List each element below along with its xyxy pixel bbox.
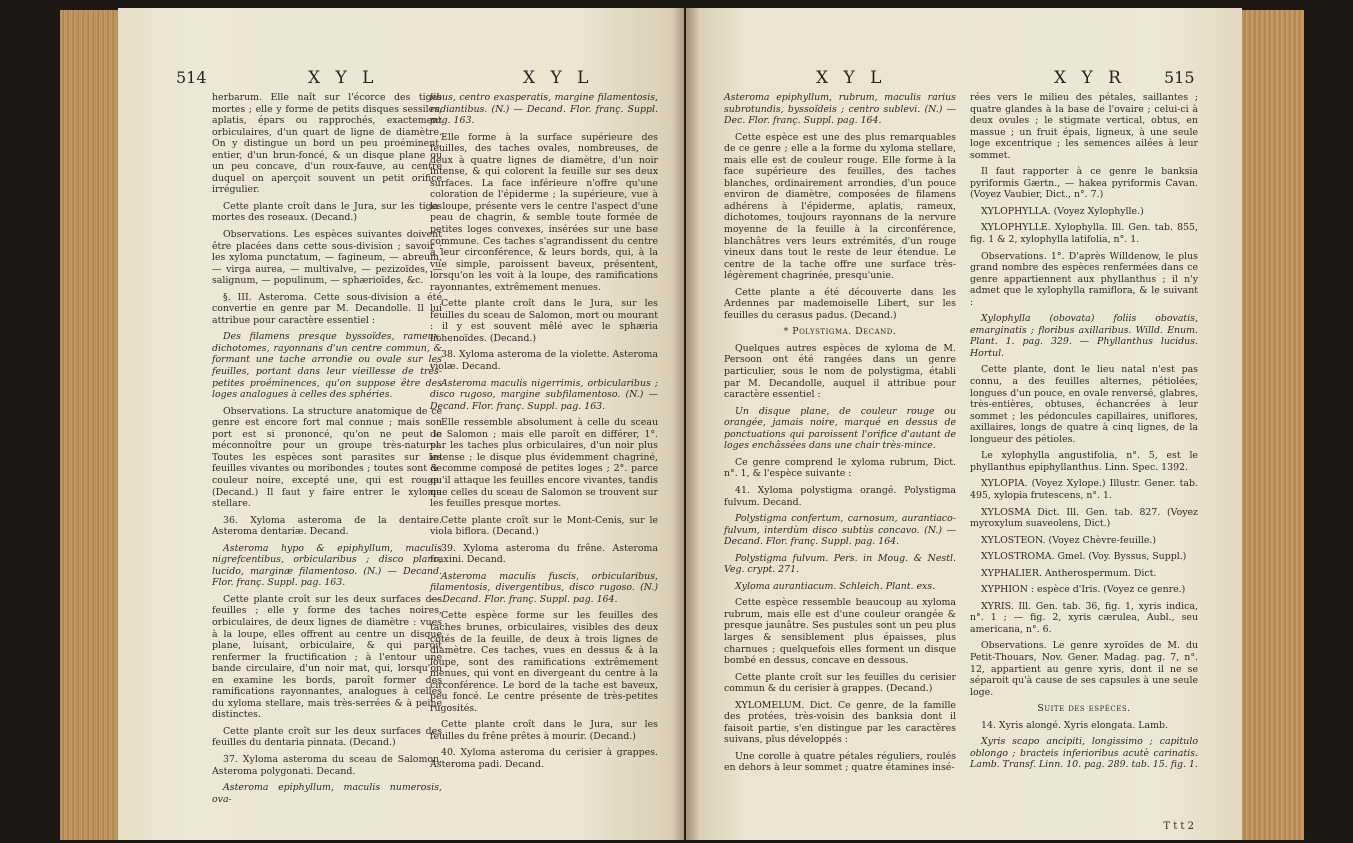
paragraph: Polystigma fulvum. Pers. in Moug. & Nestl. Veg. crypt. 271. (724, 552, 956, 576)
left-column-2 (430, 92, 658, 776)
paragraph: Elle ressemble absolument à celle du sceau de Salomon ; mais elle paroît en différer, 1°. par les taches plus orbiculaires, d'un noir plus intense ; le disque plus évidemment chagriné, & comme composé de petites loges ; 2°. parce qu'il attaque les feuilles encore vivantes, tandis que celles du sceau de Salomon se trouvent sur les feuilles presque mortes. (430, 417, 658, 510)
paragraph: Asteroma maculis nigerrimis, orbicularibus ; disco rugoso, margine subfilamentoso. (N.) — Decand. Flor. franç. Suppl. pag. 163. (430, 377, 658, 412)
paragraph: Une corolle à quatre pétales réguliers, roulés en dehors à leur sommet ; quatre étamines insé- (724, 750, 956, 774)
entry-heading: 39. Xyloma asteroma du frêne. Asteroma fraxini. Decand. (430, 542, 658, 566)
paragraph: Des filamens presque byssoïdes, rameux, dichotomes, rayonnans d'un centre commun, & formant une tache arrondie ou ovale sur les feuilles, portant dans leur vieillesse de très-petites proéminences, qu'on suppose être des loges analogues à celles des sphéries. (212, 331, 442, 401)
left-page-edges (60, 10, 122, 840)
entry-heading: 37. Xyloma asteroma du sceau de Salomon. Asteroma polygonati. Decand. (212, 753, 442, 777)
entry-heading: 40. Xyloma asteroma du cerisier à grappes. Asteroma padi. Decand. (430, 747, 658, 770)
paragraph: Cette espèce ressemble beaucoup au xyloma rubrum, mais elle est d'une couleur orangée & presque jaunâtre. Ses pustules sont un peu plus larges & sensiblement plus épaisses, plus charnues ; quelquefois elles forment un disque bombé en dessus, concave en dessous. (724, 597, 956, 667)
paragraph: Le xylophylla angustifolia, n°. 5, est le phyllanthus epiphyllanthus. Linn. Spec. 1392. (970, 450, 1198, 473)
paragraph: libus, centro exasperatis, margine filamentosis, radiantibus. (N.) — Decand. Flor. franç. Suppl. pag. 163. (430, 92, 658, 127)
left-page-number: 514 (176, 68, 207, 87)
right-running-head-b: X Y R (1054, 68, 1126, 88)
entry-heading: XYLOPIA. (Voyez Xylope.) Illustr. Gener. tab. 495, xylopia frutescens, n°. 1. (970, 478, 1198, 501)
paragraph: Xylophylla (obovata) foliis obovatis, emarginatis ; floribus axillaribus. Willd. Enum. Plant. 1. pag. 329. — Phyllanthus lucidus. Hortul. (970, 313, 1198, 359)
paragraph: Cette espèce forme sur les feuilles des taches brunes, orbiculaires, visibles des deux côtés de la feuille, de deux à trois lignes de diamètre. Ces taches, vues en dessus & à la loupe, sont des ramifications extrêmement menues, qui vont en divergeant du centre à la circonférence. Le bord de la tache est baveux, peu foncé. Le centre présente de très-petites rugosités. (430, 610, 658, 714)
section-heading: * Polystigma. Decand. (783, 326, 897, 338)
left-column-1 (212, 92, 442, 810)
entry-heading: 38. Xyloma asteroma de la violette. Asteroma violæ. Decand. (430, 349, 658, 373)
paragraph: rées vers le milieu des pétales, saillantes ; quatre glandes à la base de l'ovaire ; celui-ci à deux ovules ; le stigmate vertical, obtus, en massue ; un fruit épais, ligneux, à une seule loge excentrique ; les semences ailées à leur sommet. (970, 92, 1198, 161)
paragraph: Cette espèce est une des plus remarquables de ce genre ; elle a la forme du xyloma stellare, mais elle est de couleur rouge. Elle forme à la face supérieure des feuilles, des taches blanches, ordinairement arrondies, d'un pouce environ de diamètre, composées de filamens adhérens à l'épiderme, aplatis, rameux, dichotomes, toujours rayonnans de la nervure moyenne de la feuille à la circonférence, blanchâtres vers leurs extrémités, d'un rouge vineux dans tout le reste de leur étendue. Le centre de la tache offre une surface très-légèrement chagrinée, presqu'unie. (724, 131, 956, 282)
left-running-head-a: X Y L (308, 68, 379, 88)
paragraph: Observations. Les espèces suivantes doivent être placées dans cette sous-division ; savoir : les xyloma punctatum, — fagineum, — abreum, — virga aurea, — multivalve, — pezizoïdes, — salignum, — populinum, — sphærioïdes, &c. (212, 229, 442, 287)
paragraph: Ce genre comprend le xyloma rubrum, Dict. n°. 1, & l'espèce suivante : (724, 456, 956, 480)
entry-heading: XYPHION : espèce d'Iris. (Voyez ce genre.) (981, 584, 1186, 596)
paragraph: Cette plante croît dans le Jura, sur les tiges mortes des roseaux. (Decand.) (212, 200, 442, 224)
paragraph: Asteroma epiphyllum, rubrum, maculis rarius subrotundis, byssoïdeis ; centro sublevi. (N.) — Dec. Flor. franç. Suppl. pag. 164. (724, 92, 956, 127)
right-column-2 (970, 92, 1198, 776)
right-running-head-a: X Y L (816, 68, 887, 88)
paragraph: Xyris scapo ancipiti, longissimo ; capitulo oblongo ; bracteis inferioribus acutè carinatis. Lamb. Transf. Linn. 10. pag. 289. tab. 15. fig. 1. (970, 736, 1198, 771)
paragraph: Asteroma hypo & epiphyllum, maculis nigrefcentibus, orbicularibus ; disco plano, lucido, marginæ filamentoso. (N.) — Decand. Flor. franç. Suppl. pag. 163. (212, 542, 442, 589)
entry-heading: XYLOSTEON. (Voyez Chèvre-feuille.) (981, 534, 1157, 546)
entry-heading: 36. Xyloma asteroma de la dentaire. Asteroma dentariæ. Decand. (212, 514, 442, 538)
paragraph: Cette plante croît sur les deux surfaces des feuilles ; elle y forme des taches noires, orbiculaires, de deux lignes de diamètre : vues à la loupe, elles offrent au centre un disque plane, luisant, orbiculaire, & qui paroît renfermer la fructification ; à l'entour une bande circulaire, d'un noir mat, qui, lorsqu'on en examine les bords, paroît former des ramifications rayonnantes, analogues à celles du xyloma stellare, mais très-serrées & à peine distinctes. (212, 593, 442, 721)
entry-heading: XYLOSTROMA. Gmel. (Voy. Byssus, Suppl.) (981, 551, 1187, 563)
paragraph: Cette plante a été découverte dans les Ardennes par mademoiselle Libert, sur les feuilles du cerasus padus. (Decand.) (724, 286, 956, 321)
paragraph: Quelques autres espèces de xyloma de M. Persoon ont été rangées dans un genre particulier, sous le nom de polystigma, établi par M. Decandolle, auquel il attribue pour caractère essentiel : (724, 342, 956, 401)
entry-heading: XYLOPHYLLE. Xylophylla. Ill. Gen. tab. 855, fig. 1 & 2, xylophylla latifolia, n°. 1. (970, 222, 1198, 246)
paragraph: Polystigma confertum, carnosum, aurantiaco-fulvum, interdùm disco subtùs concavo. (N.) — Decand. Flor. franç. Suppl. pag. 164. (724, 513, 956, 548)
entry-heading: 41. Xyloma polystigma orangé. Polystigma fulvum. Decand. (724, 484, 956, 508)
paragraph: Asteroma maculis fuscis, orbicularibus, filamentosis, divergentibus, disco rugoso. (N.) — Decand. Flor. franç. Suppl. pag. 164. (430, 570, 658, 605)
signature-mark: T t t 2 (1163, 821, 1194, 832)
paragraph: Cette plante croît dans le Jura, sur les feuilles du sceau de Salomon, mort ou mourant : il y est souvent mêlé avec le sphæria lichenoïdes. (Decand.) (430, 298, 658, 344)
book-gutter (672, 8, 700, 840)
paragraph: Observations. La structure anatomique de ce genre est encore fort mal connue ; mais son port est si prononcé, qu'on ne peut le méconnoître pour un groupe très-naturel. Toutes les espèces sont parasites sur les feuilles vivantes ou moribondes ; toutes sont de couleur noire, excepté une, qui est rouge. (Decand.) Il faut y faire entrer le xyloma stellare. (212, 405, 442, 510)
entry-heading: XYLOPHYLLA. (Voyez Xylophylle.) (981, 205, 1144, 217)
paragraph: Elle forme à la surface supérieure des feuilles, des taches ovales, nombreuses, de deux à quatre lignes de diamètre, d'un noir intense, & qui colorent la feuille sur ses deux surfaces. La face inférieure n'offre qu'une coloration de l'épiderme ; la supérieure, vue à la loupe, présente vers le centre l'aspect d'une peau de chagrin, & semble toute formée de petites loges convexes, insérées sur une base commune. Ces taches s'agrandissent du centre à leur circonférence, & leurs bords, qui, à la vue simple, paroissent baveux, présentent, lorsqu'on les voit à la loupe, des ramifications rayonnantes, extrêmement menues. (430, 131, 658, 293)
paragraph: Observations. 1°. D'après Willdenow, le plus grand nombre des espèces renfermées dans ce genre appartiennent aux phyllanthus ; il n'y admet que le xylophylla ramiflora, & le suivant : (970, 250, 1198, 308)
right-column-1 (724, 92, 956, 779)
section-heading: Suite des espèces. (1037, 703, 1131, 715)
entry-heading: XYRIS. Ill. Gen. tab. 36, fig. 1, xyris indica, n°. 1 ; — fig. 2, xyris cærulea, Aubl., seu americana, n°. 6. (970, 600, 1198, 635)
paragraph: Cette plante croît sur les deux surfaces des feuilles du dentaria pinnata. (Decand.) (212, 725, 442, 749)
right-running-header (686, 68, 1242, 92)
left-running-head-b: X Y L (523, 68, 594, 88)
entry-heading: XYLOSMA Dict. Ill. Gen. tab. 827. (Voyez myroxylum suaveolens, Dict.) (970, 506, 1198, 530)
entry-heading: XYLOMELUM. Dict. Ce genre, de la famille des protées, très-voisin des banksia dont il faisoit partie, s'en distingue par les caractères suivans, plus développés : (724, 699, 956, 746)
right-page-number: 515 (1164, 68, 1195, 87)
paragraph: Observations. Le genre xyroïdes de M. du Petit-Thouars, Nov. Gener. Madag. pag. 7, n°. 12, appartient au genre xyris, dont il ne se séparoit qu'à cause de ses capsules à une seule loge. (970, 640, 1198, 698)
paragraph: Il faut rapporter à ce genre le banksia pyriformis Gærtn., — hakea pyriformis Cavan. (Voyez Vaubier, Dict., n°. 7.) (970, 166, 1198, 201)
paragraph: Asteroma epiphyllum, maculis numerosis, ova- (212, 782, 442, 805)
entry-heading: XYPHALIER. Antherospermum. Dict. (981, 567, 1157, 579)
paragraph: Cette plante, dont le lieu natal n'est pas connu, a des feuilles alternes, pétiolées, longues d'un pouce, en ovale renversé, glabres, très-entières, obtuses, échancrées à leur sommet ; les pédoncules capillaires, uniflores, axillaires, longs de quatre à cinq lignes, de la longueur des pétioles. (970, 364, 1198, 445)
right-page (686, 8, 1242, 840)
paragraph: herbarum. Elle naît sur l'écorce des tiges mortes ; elle y forme de petits disques sessiles, aplatis, épars ou rapprochés, exactement orbiculaires, d'un quart de ligne de diamètre. On y distingue un bord un peu proéminent, entier, d'un brun-foncé, & un disque plane ou un peu concave, d'un roux-fauve, au centre duquel on aperçoit souvent un petit orifice irrégulier. (212, 92, 442, 196)
right-page-edges (1238, 10, 1304, 840)
paragraph: §. III. Asteroma. Cette sous-division a été convertie en genre par M. Decandolle. Il lui attribue pour caractère essentiel : (212, 291, 442, 326)
paragraph: Cette plante croît sur le Mont-Cenis, sur le viola biflora. (Decand.) (430, 514, 658, 538)
paragraph: Cette plante croît dans le Jura, sur les feuilles du frêne prêtes à mourir. (Decand.) (430, 719, 658, 742)
left-page (118, 8, 684, 840)
paragraph: Un disque plane, de couleur rouge ou orangée, jamais noire, marqué en dessus de ponctuations qui paroissent l'orifice d'autant de loges enchâssées dans une chair très-mince. (724, 405, 956, 452)
paragraph: Xyloma aurantiacum. Schleich. Plant. exs. (735, 580, 936, 592)
paragraph: Cette plante croît sur les feuilles du cerisier commun & du cerisier à grappes. (Decand.) (724, 671, 956, 695)
left-running-header (118, 68, 684, 92)
entry-heading: 14. Xyris alongé. Xyris elongata. Lamb. (981, 719, 1168, 731)
